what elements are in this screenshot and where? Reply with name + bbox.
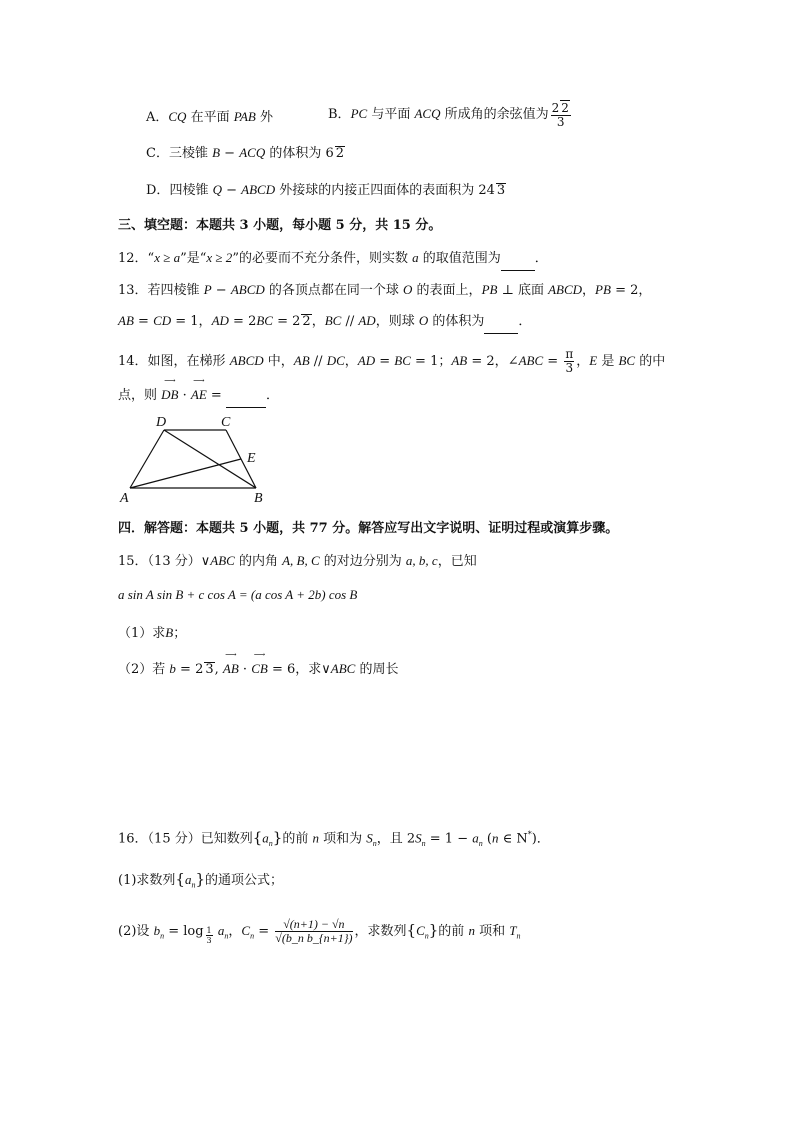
question-16-part2: (2)设 $b_n = \log$ $\frac{1}{3}$ $a_n$，$C_n$ = $\frac{√(n+1) - √n}{\text{√(b\_n b\_\{n+1\})}}$ ，求数列$\{C_n\}$的前 n 项和 $T_n$ — [118, 917, 521, 945]
section4-heading: 四．解答题：本题共 5 小题，共 77 分。解答应写出文字说明、证明过程或演算步骤。 — [118, 521, 619, 536]
question-15-part2: （2）若 b = 2 3, ⟶ AB · ⟶ CB = 6，求∨ABC 的周长 — [118, 660, 398, 679]
question-13-line1: 13．若四棱锥 P − ABCD 的各顶点都在同一个球 O 的表面上，PB ⊥ 底面 ABCD，PB = 2， — [118, 282, 652, 298]
label-b: B — [254, 491, 263, 505]
cn-fraction: $\frac{√(n+1) - √n}{\text{√(b\_n b\_\{n+1\})}}$ — [275, 917, 353, 945]
question-13-line2: AB = CD = 1，AD = 2BC = 2 2，BC // AD，则球 O 的体积为 ． — [118, 312, 531, 334]
trapezoid-figure — [116, 410, 276, 505]
vector-cb: ⟶ CB — [251, 660, 268, 678]
question-15-line1: 15．（13 分）∨ABC 的内角 A, B, C 的对边分别为 a, b, c，已知 — [118, 553, 477, 569]
segment-ae — [130, 459, 241, 488]
question-12: 12．“x ≥ a”是“x ≥ 2”的必要而不充分条件，则实数 a 的取值范围为 ． — [118, 249, 548, 271]
question-14-line2: 点，则 ⟶ DB · ⟶ AE = ． — [118, 386, 279, 408]
vector-ae: ⟶ AE — [191, 386, 207, 404]
answer-blank — [501, 252, 535, 271]
label-d: D — [156, 415, 167, 430]
question-15-part1: （1）求B； — [118, 625, 187, 641]
vector-ab: ⟶ AB — [223, 660, 239, 678]
vector-db: ⟶ DB — [161, 386, 178, 404]
segment-db — [164, 430, 256, 488]
edge-ad — [130, 430, 164, 488]
question-14-line1: 14．如图，在梯形 ABCD 中，AB // DC，AD = BC = 1；AB = 2，∠ABC = $\frac{\pi}{3}$ ，E 是 BC 的中 — [118, 347, 666, 375]
answer-blank — [484, 315, 518, 334]
label-a: A — [120, 491, 129, 505]
pi-over-3-fraction: $\frac{\pi}{3}$ — [565, 347, 574, 375]
q11-option-b: B．PC 与平面 ACQ 所成角的余弦值为 $\frac{2 2}{3}$ — [328, 101, 569, 129]
q11-option-a: A．CQ 在平面 PAB 外 — [146, 109, 274, 125]
question-16-line1: 16．（15 分）已知数列$\{a_n\}$的前 n 项和为 $S_n$，且 $2S_n = 1 - a_n$ (n ∈ N*)． — [118, 828, 550, 848]
label-c: C — [221, 415, 231, 430]
question-15-equation: a sin A sin B + c cos A = (a cos A + 2b) cos B — [118, 587, 358, 602]
section3-heading: 三、填空题：本题共 3 小题，每小题 5 分，共 15 分。 — [118, 218, 442, 233]
q11-option-c: C．三棱锥 B − ACQ 的体积为 6 2 — [146, 145, 345, 161]
label-e: E — [247, 451, 256, 466]
q11-option-d: D．四棱锥 Q − ABCD 外接球的内接正四面体的表面积为 24 3 — [146, 182, 506, 198]
cosine-fraction: $\frac{2 2}{3}$ — [551, 101, 569, 129]
answer-blank — [226, 389, 266, 408]
question-16-part1: (1)求数列$\{a_n\}$的通项公式； — [118, 870, 284, 890]
log-base-fraction: $\frac{1}{3}$ — [206, 926, 212, 945]
